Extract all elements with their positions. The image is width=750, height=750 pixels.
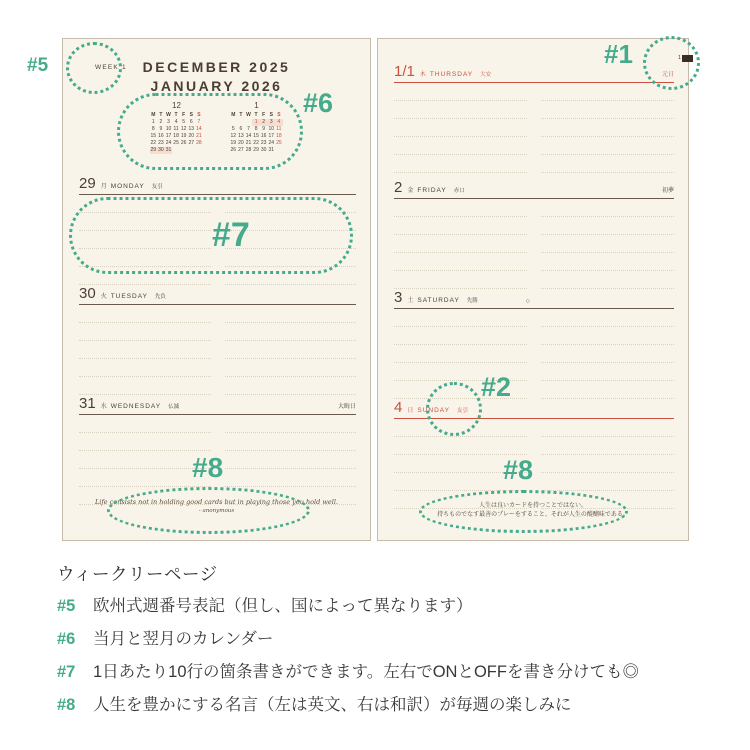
writing-lines	[79, 415, 356, 505]
day-number: 1/1	[394, 63, 415, 80]
full-moon-icon: ○	[525, 298, 530, 305]
writing-lines	[394, 199, 674, 289]
day-number: 30	[79, 285, 96, 302]
day-number: 4	[394, 399, 403, 416]
weekday-english: FRIDAY	[417, 187, 447, 194]
planner-spread	[62, 38, 689, 541]
writing-lines	[394, 309, 674, 399]
weekday-english: MONDAY	[110, 183, 145, 190]
rokuyo-label: 先勝	[466, 298, 478, 304]
day-block-tuesday-30	[79, 285, 356, 395]
caption-number: #6	[57, 630, 76, 648]
day-block-friday-2	[394, 179, 674, 289]
weekday-kanji: 日	[407, 408, 414, 414]
rokuyo-label: 先負	[154, 294, 166, 300]
annotation-label-7: #7	[212, 216, 250, 254]
caption-item-5	[57, 596, 639, 617]
day-block-thursday-jan1	[394, 63, 674, 173]
quote-text-line2: 持ちものでなす最善のプレーをすること、それが人生の醍醐味である。	[437, 512, 629, 518]
day-number: 29	[79, 175, 96, 192]
week-number-label: WEEK 1	[95, 64, 127, 71]
day-header	[79, 395, 356, 415]
day-header	[394, 63, 674, 83]
tab-marker-icon	[682, 55, 693, 62]
weekday-kanji: 土	[407, 298, 414, 304]
caption-text: 1日あたり10行の箇条書きができます。左右でONとOFFを書き分けても◎	[93, 663, 639, 681]
annotation-label-6: #6	[303, 88, 334, 118]
weekday-english: WEDNESDAY	[110, 403, 162, 410]
mini-calendars	[63, 101, 370, 154]
right-page	[377, 38, 689, 541]
weekday-english: SATURDAY	[417, 297, 460, 304]
holiday-note: 元日	[661, 72, 674, 78]
day-block-sunday-4	[394, 399, 674, 509]
caption-item-6	[57, 629, 639, 650]
day-note: 初夢	[661, 188, 674, 194]
annotation-label-1: #1	[604, 39, 633, 69]
caption-text: 人生を豊かにする名言（左は英文、右は和訳）が毎週の楽しみに	[93, 696, 572, 714]
day-number: 31	[79, 395, 96, 412]
rokuyo-label: 友引	[151, 184, 163, 190]
annotation-label-8-right: #8	[503, 455, 534, 485]
spread-title	[63, 58, 370, 96]
day-header	[394, 399, 674, 419]
rokuyo-label: 赤口	[453, 188, 465, 194]
calendar-grid: M T W T F S S 1 2 3 4 5 6 7 8 9 10 11 12 13 14 15 16 17 18 19 20 21 22 23 24 25 26 27 28 29 30 31	[230, 112, 282, 153]
day-block-wednesday-31	[79, 395, 356, 505]
weekday-english: SUNDAY	[417, 407, 450, 414]
writing-lines	[394, 83, 674, 173]
caption-number: #5	[57, 597, 76, 615]
title-month-1: DECEMBER 2025	[142, 59, 291, 75]
quote-text: Life consists not in holding good cards but in playing those you hold well.	[94, 498, 339, 506]
day-note: 大晦日	[337, 404, 356, 410]
day-number: 3	[394, 289, 403, 306]
calendar-month-label: 12	[172, 101, 181, 110]
writing-lines	[394, 419, 674, 509]
writing-lines	[79, 195, 356, 285]
rokuyo-label: 友引	[456, 408, 468, 414]
calendar-month-label: 1	[254, 101, 259, 110]
caption-text: 欧州式週番号表記（但し、国によって異なります）	[93, 597, 473, 615]
caption-text: 当月と翌月のカレンダー	[93, 630, 274, 648]
day-number: 2	[394, 179, 403, 196]
calendar-grid: M T W T F S S 1 2 3 4 5 6 7 8 9 10 11 12 13 14 15 16 17 18 19 20 21 22 23 24 25 26 27 28 29 30 31	[150, 112, 202, 153]
quote-author: - anonymous	[198, 508, 235, 514]
annotation-label-5: #5	[27, 55, 49, 76]
weekday-kanji: 月	[100, 184, 107, 190]
caption-number: #8	[57, 696, 76, 714]
weekly-quote-english	[63, 498, 370, 515]
title-month-2: JANUARY 2026	[150, 78, 283, 94]
weekday-kanji: 水	[100, 404, 107, 410]
writing-lines	[79, 305, 356, 395]
day-header	[394, 289, 674, 309]
caption-number: #7	[57, 663, 76, 681]
weekday-english: TUESDAY	[110, 293, 148, 300]
weekday-kanji: 金	[407, 188, 414, 194]
annotation-label-8-left: #8	[192, 452, 224, 483]
caption-list	[57, 596, 639, 728]
caption-item-8	[57, 695, 639, 716]
day-header	[394, 179, 674, 199]
day-header	[79, 285, 356, 305]
weekly-quote-japanese	[378, 502, 688, 520]
day-header	[79, 175, 356, 195]
left-page	[62, 38, 371, 541]
mini-calendar-january	[230, 101, 284, 154]
day-block-saturday-3	[394, 289, 674, 399]
weekday-kanji: 火	[100, 294, 107, 300]
caption-item-7	[57, 662, 639, 683]
caption-title: ウィークリーページ	[57, 564, 218, 584]
weekday-kanji: 木	[419, 72, 426, 78]
annotation-label-2: #2	[481, 372, 512, 402]
tab-month-number: 1	[677, 55, 681, 61]
weekday-english: THURSDAY	[429, 71, 474, 78]
quote-text-line1: 人生は良いカードを持つことではない。	[478, 503, 587, 509]
rokuyo-label: 大安	[480, 72, 492, 78]
rokuyo-label: 仏滅	[168, 404, 180, 410]
day-block-monday-29	[79, 175, 356, 285]
mini-calendar-december	[150, 101, 204, 154]
